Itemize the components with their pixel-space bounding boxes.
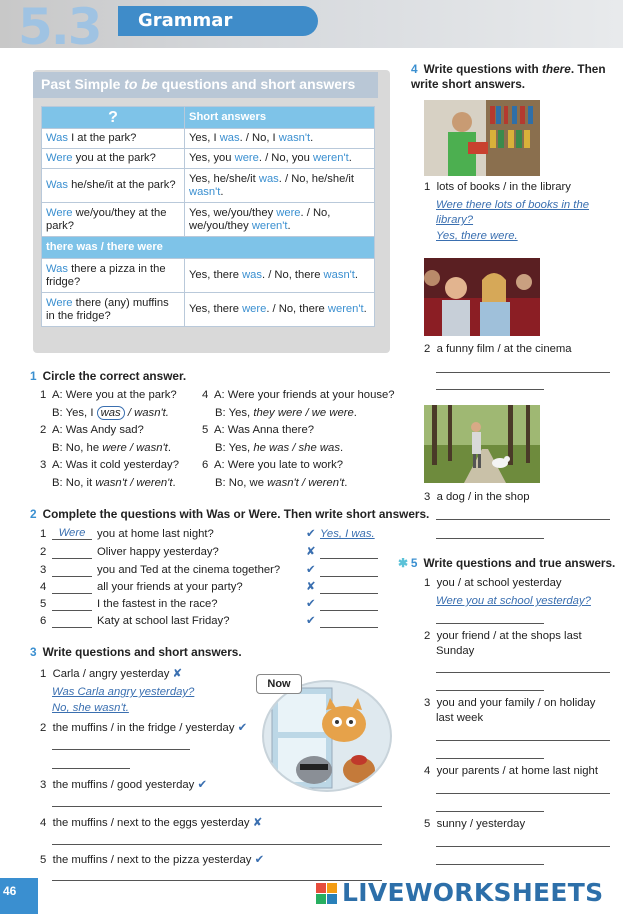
question-col-header: ? [42, 107, 185, 129]
tick-icon: ✔ [254, 854, 265, 866]
answer-input[interactable] [436, 389, 544, 390]
answer-input[interactable] [436, 623, 544, 624]
table-row: Was there a pizza in the fridge? Yes, there was. / No, there wasn't. [42, 259, 375, 293]
tick-icon: ✔ [306, 615, 316, 627]
ex5-heading: ✱ 5 Write questions and true answers. [398, 556, 616, 570]
cross-icon: ✘ [306, 581, 316, 593]
choice-options[interactable]: he was / she was [253, 442, 340, 454]
cartoon-illustration [262, 680, 392, 792]
answer-input[interactable]: Yes, there were. [436, 230, 518, 242]
star-icon: ✱ [398, 556, 408, 570]
answer-input[interactable]: library? [436, 214, 474, 226]
answer-input[interactable] [52, 844, 382, 845]
tick-icon: ✔ [306, 598, 316, 610]
unit-number: 5.3 [18, 0, 101, 56]
ex5-item-3: 3 you and your family / on holiday [424, 697, 596, 709]
table-row: Was he/she/it at the park? Yes, he/she/it was. / No, he/she/it wasn't. [42, 169, 375, 203]
fill-input[interactable]: Were [52, 527, 92, 540]
ex3-item-4: 4 the muffins / next to the eggs yesterday ✘ [40, 817, 263, 829]
answer-input[interactable] [436, 538, 544, 539]
table-row: Were there (any) muffins in the fridge? Yes, there were. / No, there weren't. [42, 293, 375, 327]
tick-icon: ✔ [306, 528, 316, 540]
table-row: Were we/you/they at the park? Yes, we/you/they were. / No, we/you/they weren't. [42, 203, 375, 237]
ex3-item-1: 1 Carla / angry yesterday ✘ [40, 668, 182, 680]
answer-input[interactable] [436, 372, 610, 373]
cross-icon: ✘ [306, 546, 316, 558]
cross-icon: ✘ [252, 817, 263, 829]
ex2-heading: 2 Complete the questions with Was or Were. Then write short answers. [30, 507, 430, 521]
answer-input[interactable]: No, she wasn't. [52, 702, 129, 714]
liveworksheets-logo-icon [316, 883, 338, 905]
answer-input[interactable] [320, 558, 378, 559]
page-number: 46 [0, 878, 38, 914]
answer-input[interactable] [320, 593, 378, 594]
ex4-item-1: 1 lots of books / in the library [424, 181, 571, 193]
answer-input[interactable]: Was Carla angry yesterday? [52, 686, 195, 698]
tick-icon: ✔ [306, 564, 316, 576]
fill-input[interactable] [52, 627, 92, 628]
choice-options[interactable]: wasn't / weren't [267, 477, 345, 489]
cinema-photo [424, 258, 540, 336]
choice-options[interactable]: wasn't / weren't [95, 477, 173, 489]
answer-input[interactable] [436, 672, 610, 673]
ex5-item-5: 5 sunny / yesterday [424, 818, 526, 830]
ex4-item-3: 3 a dog / in the shop [424, 491, 530, 503]
there-was-header: there was / there were [42, 237, 375, 259]
tick-icon: ✔ [237, 722, 248, 734]
fill-input[interactable] [52, 558, 92, 559]
grammar-box-title: Past Simple to be questions and short answers [33, 72, 378, 98]
ex3-item-2: 2 the muffins / in the fridge / yesterday ✔ [40, 722, 248, 734]
answer-input[interactable]: Were there lots of books in the [436, 199, 590, 211]
liveworksheets-logo[interactable]: LIVEWORKSHEETS [342, 878, 604, 907]
answer-input[interactable] [436, 740, 610, 741]
grammar-table [41, 106, 375, 327]
library-photo [424, 100, 540, 176]
fill-input[interactable] [52, 593, 92, 594]
answer-input[interactable] [52, 880, 382, 881]
answer-input[interactable] [320, 576, 378, 577]
fill-input[interactable] [52, 610, 92, 611]
park-dog-photo [424, 405, 540, 483]
page-title: Grammar [138, 10, 233, 31]
circled-answer[interactable]: was [97, 406, 125, 420]
answer-input[interactable] [436, 864, 544, 865]
choice-options[interactable]: they were / we were [253, 407, 354, 419]
answer-input[interactable] [52, 768, 130, 769]
ex3-heading: 3 Write questions and short answers. [30, 645, 242, 659]
answer-input[interactable] [320, 627, 378, 628]
ex4-item-2: 2 a funny film / at the cinema [424, 343, 572, 355]
answer-input[interactable] [52, 749, 190, 750]
fill-input[interactable] [52, 576, 92, 577]
ex3-item-3: 3 the muffins / good yesterday ✔ [40, 779, 207, 791]
ex1-heading: 1 Circle the correct answer. [30, 369, 187, 383]
table-row: Were you at the park? Yes, you were. / No, you weren't. [42, 149, 375, 169]
answer-input[interactable] [436, 519, 610, 520]
answer-input[interactable] [52, 806, 382, 807]
answer-input[interactable] [436, 690, 544, 691]
short-answers-col-header: Short answers [185, 107, 375, 129]
ex5-item-2: 2 your friend / at the shops last [424, 630, 582, 642]
table-row: Was I at the park? Yes, I was. / No, I wasn't. [42, 129, 375, 149]
answer-input[interactable] [436, 846, 610, 847]
choice-options[interactable]: were / wasn't [102, 442, 168, 454]
answer-input[interactable] [436, 811, 544, 812]
now-label: Now [256, 674, 302, 694]
ex3-item-5: 5 the muffins / next to the pizza yesterday ✔ [40, 854, 265, 866]
cross-icon: ✘ [172, 668, 182, 680]
answer-input[interactable]: Were you at school yesterday? [436, 595, 591, 607]
tick-icon: ✔ [197, 779, 207, 791]
ex5-item-4: 4 your parents / at home last night [424, 765, 598, 777]
answer-input[interactable]: Yes, I was. [320, 528, 375, 540]
answer-input[interactable] [436, 793, 610, 794]
ex4-heading: 4 Write questions with there. Then write short answers. [411, 62, 606, 91]
answer-input[interactable] [320, 610, 378, 611]
answer-input[interactable] [436, 758, 544, 759]
ex5-item-1: 1 you / at school yesterday [424, 577, 562, 589]
